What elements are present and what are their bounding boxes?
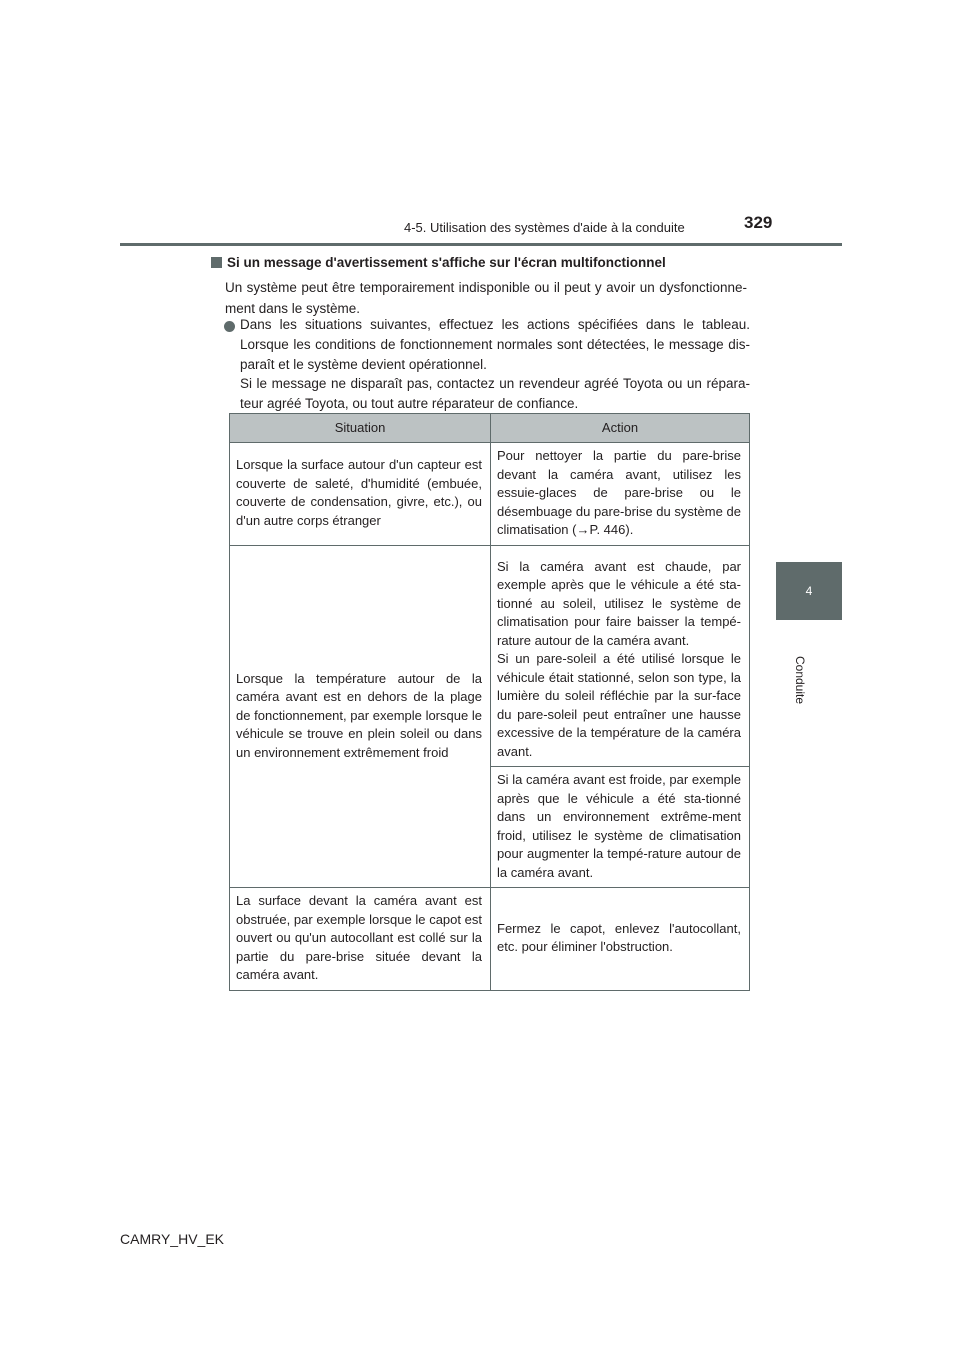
action-cell: Fermez le capot, enlevez l'autocollant, etc. pour éliminer l'obstruction.	[491, 888, 750, 991]
table-row	[230, 545, 750, 767]
page-header-title: 4-5. Utilisation des systèmes d'aide à la conduite	[404, 220, 685, 235]
square-bullet-icon	[211, 257, 222, 268]
table-header-situation: Situation	[230, 414, 491, 443]
situation-cell: La surface devant la caméra avant est obstruée, par exemple lorsque le capot est ouvert ou qu'un autocollant est collé sur la partie du pare-brise située devant la caméra avant.	[230, 888, 491, 991]
situation-cell: Lorsque la surface autour d'un capteur est couverte de saleté, d'humidité (embuée, couverte de condensation, givre, etc.), ou d'un autre corps étranger	[230, 443, 491, 546]
chapter-label: Conduite	[793, 655, 807, 705]
action-paragraph: Si un pare-soleil a été utilisé lorsque le véhicule était stationné, selon son type, la lumière du soleil réfléchie par la sur-face du pare-soleil peut entraîner une hausse excessive de la température de la caméra avant.	[497, 651, 741, 759]
intro-paragraph: Un système peut être temporairement indisponible ou il peut y avoir un dysfonctionne-ment dans le système.	[225, 280, 747, 316]
action-cell: Pour nettoyer la partie du pare-brise devant la caméra avant, utilisez les essuie-glaces de pare-brise ou le désembuage du pare-brise du système de climatisation (→P. 446).	[491, 443, 750, 546]
action-cell: Si la caméra avant est froide, par exemple après que le véhicule a été sta-tionné dans un environnement extrême-ment froid, utilisez le système de climatisation pour augmenter la tempé-rature autour de la caméra avant.	[491, 767, 750, 888]
situation-action-table	[229, 413, 750, 991]
situation-cell: Lorsque la température autour de la caméra avant est en dehors de la plage de fonctionnement, par exemple lorsque le véhicule se trouve en plein soleil ou dans un environnement extrêmement froid	[230, 545, 491, 888]
section-heading	[211, 255, 666, 270]
page-number: 329	[744, 213, 773, 232]
section-heading-text: Si un message d'avertissement s'affiche sur l'écran multifonctionnel	[227, 255, 666, 270]
chapter-number: 4	[805, 584, 813, 598]
action-cell	[491, 545, 750, 767]
table-header-row	[230, 414, 750, 443]
chapter-label-container	[770, 640, 830, 720]
table-row	[230, 443, 750, 546]
footer-model-code: CAMRY_HV_EK	[120, 1231, 225, 1247]
bullet-note-paragraph: Si le message ne disparaît pas, contactez un revendeur agréé Toyota ou un répara-teur agréé Toyota, ou tout autre réparateur de confiance.	[240, 376, 750, 411]
action-paragraph: Si la caméra avant est chaude, par exemple après que le véhicule a été sta-tionné au soleil, utilisez le système de climatisation pour faire baisser la tempé-rature autour de la caméra avant.	[497, 558, 741, 648]
header-divider	[120, 243, 842, 246]
bullet-paragraph: Dans les situations suivantes, effectuez les actions spécifiées dans le tableau. Lorsque les conditions de fonctionnement normales sont détectées, le message dis-paraît et le système devient opérationnel.	[240, 317, 750, 372]
round-bullet-icon	[224, 321, 235, 332]
table-row	[230, 888, 750, 991]
chapter-tab	[776, 562, 842, 620]
table-header-action: Action	[491, 414, 750, 443]
